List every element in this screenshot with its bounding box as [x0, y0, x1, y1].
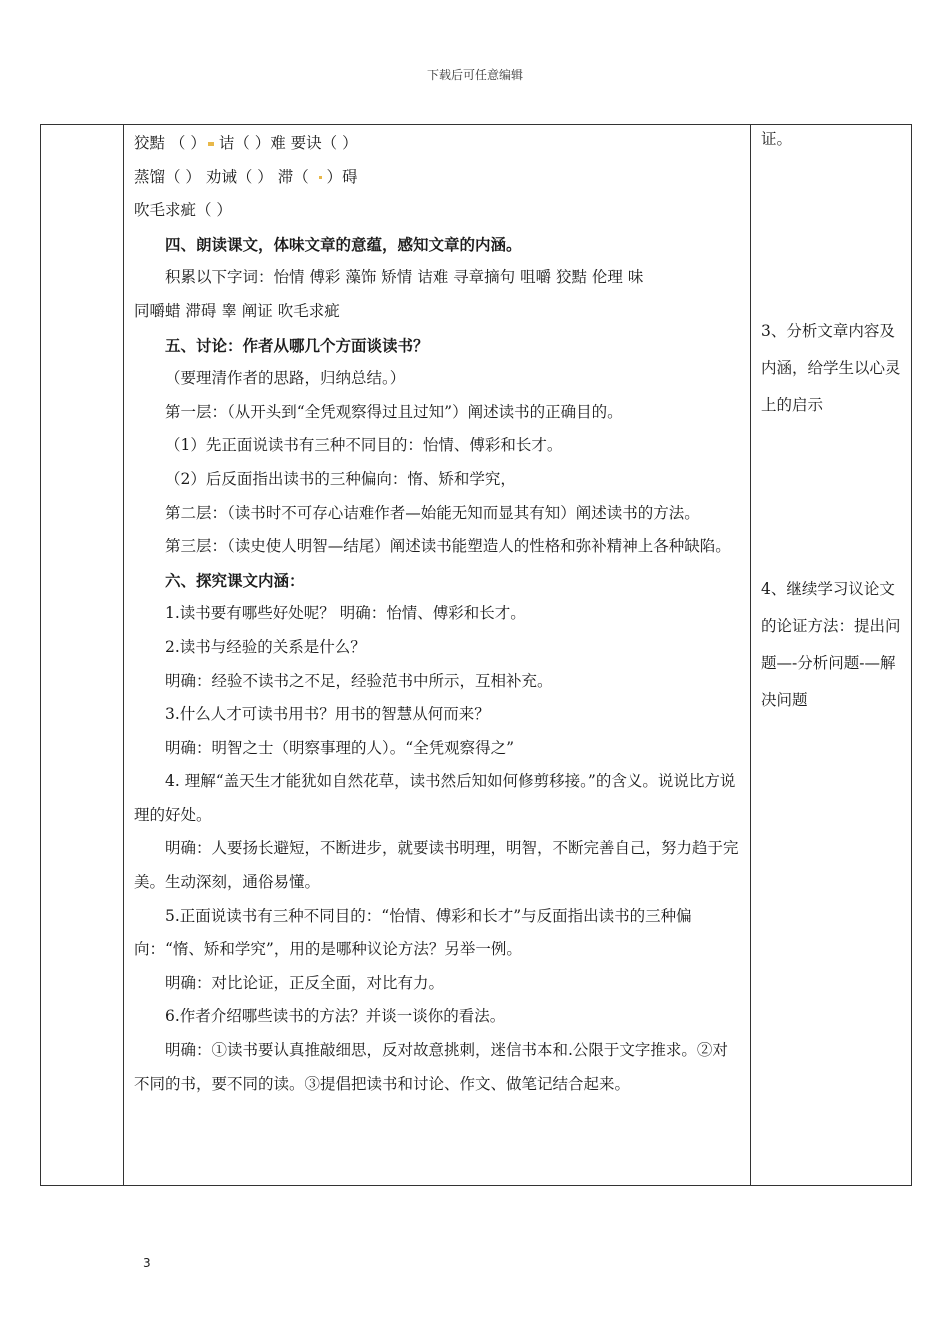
- layer-1-point-1: （1）先正面说读书有三种不同目的：怡情、傅彩和长才。: [165, 436, 563, 455]
- section-4-words: 积累以下字词：怡情 傅彩 藻饰 矫情 诘难 寻章摘句 咀嚼 狡黠 伦理 味: [165, 268, 644, 287]
- question-4: 4. 理解“盖天生才能犹如自然花草，读书然后知如何修剪移接。”的含义。说说比方说理的好处。: [134, 772, 736, 824]
- vocab-line-2b: ）碍: [321, 167, 358, 186]
- section-5-note: （要理清作者的思路，归纳总结。）: [165, 369, 406, 388]
- content-column: [124, 125, 751, 1186]
- note-3: 3、分析文章内容及内涵，给学生以心灵上的启示: [761, 322, 901, 414]
- question-2: 2.读书与经验的关系是什么？: [165, 637, 366, 656]
- answer-4: 明确：人要扬长避短，不断进步，就要读书明理，明智，不断完善自己，努力趋于完美。生动深刻，通俗易懂。: [134, 839, 739, 892]
- question-6: 6.作者介绍哪些读书的方法？并谈一谈你的看法。: [165, 1007, 506, 1026]
- page-number: 3: [143, 1256, 151, 1270]
- question-3: 3.什么人才可读书用书？用书的智慧从何而来？: [165, 705, 490, 724]
- vocab-line-2: 蒸馏（ ） 劝诫（ ） 滞（: [134, 167, 309, 186]
- section-4-heading: 四、朗读课文，体味文章的意蕴，感知文章的内涵。: [165, 234, 522, 254]
- left-column: [41, 125, 124, 1186]
- section-5-heading: 五、讨论：作者从哪几个方面谈读书？: [165, 335, 429, 355]
- vocab-line-1b: 诘（ ）难 要诀（ ）: [213, 134, 358, 152]
- answer-3: 明确：明智之士（明察事理的人）。“全凭观察得之”: [165, 738, 515, 757]
- notes-column: [751, 125, 912, 1186]
- note-4: 4、继续学习议论文的论证方法：提出问题—-分析问题-—解决问题: [761, 580, 901, 709]
- layer-1: 第一层：（从开头到“全凭观察得过且过知”）阐述读书的正确目的。: [165, 402, 623, 421]
- layer-2: 第二层：（读书时不可存心诘难作者—始能无知而显其有知）阐述读书的方法。: [165, 503, 700, 522]
- answer-5: 明确：对比论证，正反全面，对比有力。: [165, 973, 445, 992]
- vocab-line-1: 狡黠 （ ）: [134, 134, 206, 152]
- note-1: 证。: [761, 130, 793, 148]
- page-header: 下载后可任意编辑: [426, 68, 523, 82]
- answer-6: 明确：①读书要认真推敲细思，反对故意挑刺，迷信书本和.公限于文字推求。②对不同的书，要不同的读。③提倡把读书和讨论、作文、做笔记结合起来。: [134, 1041, 728, 1093]
- section-4-words-cont: 同嚼蜡 滞碍 睾 阐证 吹毛求疵: [134, 301, 340, 320]
- vocab-line-3: 吹毛求疵（ ）: [134, 201, 232, 220]
- layer-3: 第三层：（读史使人明智—结尾）阐述读书能塑造人的性格和弥补精神上各种缺陷。: [165, 537, 731, 556]
- question-1: 1.读书要有哪些好处呢？ 明确：怡情、傅彩和长才。: [165, 604, 526, 623]
- question-5: 5.正面说读书有三种不同目的：“怡情、傅彩和长才”与反面指出读书的三种偏向：“惰、矫和学究”，用的是哪种议论方法？另举一例。: [134, 906, 692, 959]
- answer-2: 明确：经验不读书之不足，经验范书中所示，互相补充。: [165, 671, 553, 690]
- lesson-table: [40, 124, 912, 1186]
- layer-1-point-2: （2）后反面指出读书的三种偏向：惰、矫和学究，: [165, 469, 516, 488]
- section-6-heading: 六、探究课文内涵：: [165, 570, 305, 590]
